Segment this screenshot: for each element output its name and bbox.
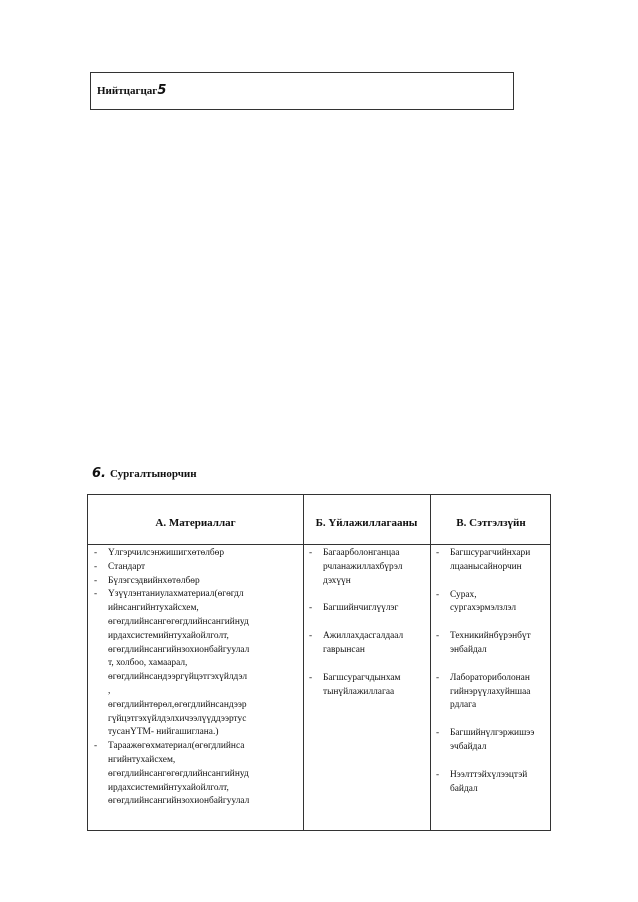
list-item [436, 672, 551, 713]
list-item-line: сургахэрмэлзлэл [450, 603, 517, 614]
header-material: А. Материаллаг [155, 517, 236, 529]
list-item-line: рчланажиллахбүрэл [323, 561, 403, 572]
list-item-line: эчбайдал [450, 741, 487, 752]
list-item-line: Багшийнчиглүүлэг [323, 603, 399, 614]
list-item-line: Нээлттэйхүлээцтэй [450, 769, 528, 780]
activity-column [309, 547, 429, 699]
list-item-line: Бүлэгсэдвийнхөтөлбөр [108, 575, 200, 586]
list-item-line: өгөгдлийнтөрөл,өгөгдлийнсандээр [108, 699, 247, 710]
list-item-line: ирдахсистемийнтухайойлголт, [108, 782, 229, 793]
list-item [436, 547, 551, 575]
list-item-line: өгөгдлийнсангөгөгдлийнсангийнуд [108, 616, 249, 627]
column-divider [303, 495, 304, 830]
list-item-line: гаврынсан [323, 644, 365, 655]
list-item-line: гийнэрүүлахуйншаа [450, 686, 531, 697]
list-item-line: Багшийнүлгэржишээ [450, 728, 535, 739]
list-item [436, 589, 551, 617]
section-heading [92, 466, 197, 481]
list-item [94, 575, 302, 589]
list-item-line: лцаанысайнорчин [450, 561, 522, 572]
list-item-line: өгөгдлийнсандээргүйцэтгэхүйлдэл [108, 672, 248, 683]
material-list [94, 547, 302, 809]
list-item [94, 547, 302, 561]
list-item-line: , [108, 685, 111, 696]
list-item [94, 588, 302, 740]
psychological-list [436, 547, 551, 796]
list-item-line: дэхүүн [323, 575, 351, 586]
header-divider [88, 544, 550, 545]
list-item-line: Лабораториболонан [450, 672, 530, 683]
list-item-line: Тараажөгөхматериал(өгөгдлийнса [108, 741, 245, 752]
list-item-line: Ажиллахдасгалдаал [323, 631, 404, 642]
list-item-line: Үлгэрчилсэнжишигхөтөлбөр [108, 548, 225, 558]
list-item-line: гүйцэтгэхүйлдэлхичээлүүддээртус [108, 713, 247, 724]
list-item-line: рдлага [450, 700, 477, 711]
activity-list [309, 547, 429, 699]
column-divider [430, 495, 431, 830]
list-item-line: Үзүүлэнтаниулахматериал(өгөгдл [108, 589, 244, 600]
total-hours-box [90, 72, 514, 110]
psychological-column [436, 547, 551, 796]
list-item-line: Стандарт [108, 561, 146, 572]
header-psychological: В. Сэтгэлзүйн [456, 517, 526, 529]
material-column [94, 547, 302, 809]
list-item-line: тынүйлажиллагаа [323, 686, 395, 697]
list-item-line: Багшсурагчдынхам [323, 672, 401, 683]
list-item-line: өгөгдлийнсангийнзохионбайгуулал [108, 796, 250, 807]
section-title: Сургалтынорчин [109, 468, 197, 480]
list-item [309, 672, 429, 700]
list-item-line: нгийнтухайсхем, [108, 754, 176, 765]
list-item-line: т, холбоо, хамаарал, [108, 658, 188, 669]
list-item-line: ийнсангийнтухайсхем, [108, 603, 199, 614]
list-item [309, 630, 429, 658]
total-hours-label: Нийтцагцаг5 [97, 83, 167, 98]
list-item-line: Техникийнбүрэнбүт [450, 631, 531, 642]
list-item [436, 630, 551, 658]
list-item-line: Сурах, [450, 589, 477, 600]
list-item-line: өгөгдлийнсангийнзохионбайгуулал [108, 644, 250, 655]
header-activity: Б. Үйлажиллагааны [315, 517, 418, 529]
total-hours-value: 5 [157, 83, 167, 98]
list-item [309, 602, 429, 616]
environment-table [87, 494, 551, 831]
list-item-line: Багаарболонганцаа [323, 548, 400, 558]
list-item-line: тусанҮТМ- нийгашиглана.) [108, 727, 219, 738]
list-item [436, 769, 551, 797]
list-item-line: энбайдал [450, 644, 487, 655]
list-item-line: Багшсурагчийнхари [450, 548, 531, 558]
list-item [94, 561, 302, 575]
list-item [94, 740, 302, 809]
list-item [309, 547, 429, 588]
list-item-line: ирдахсистемийнтухайойлголт, [108, 630, 229, 641]
list-item [436, 727, 551, 755]
list-item-line: өгөгдлийнсангөгөгдлийнсангийнуд [108, 768, 249, 779]
list-item-line: байдал [450, 783, 478, 794]
section-number: 6. [92, 466, 106, 481]
